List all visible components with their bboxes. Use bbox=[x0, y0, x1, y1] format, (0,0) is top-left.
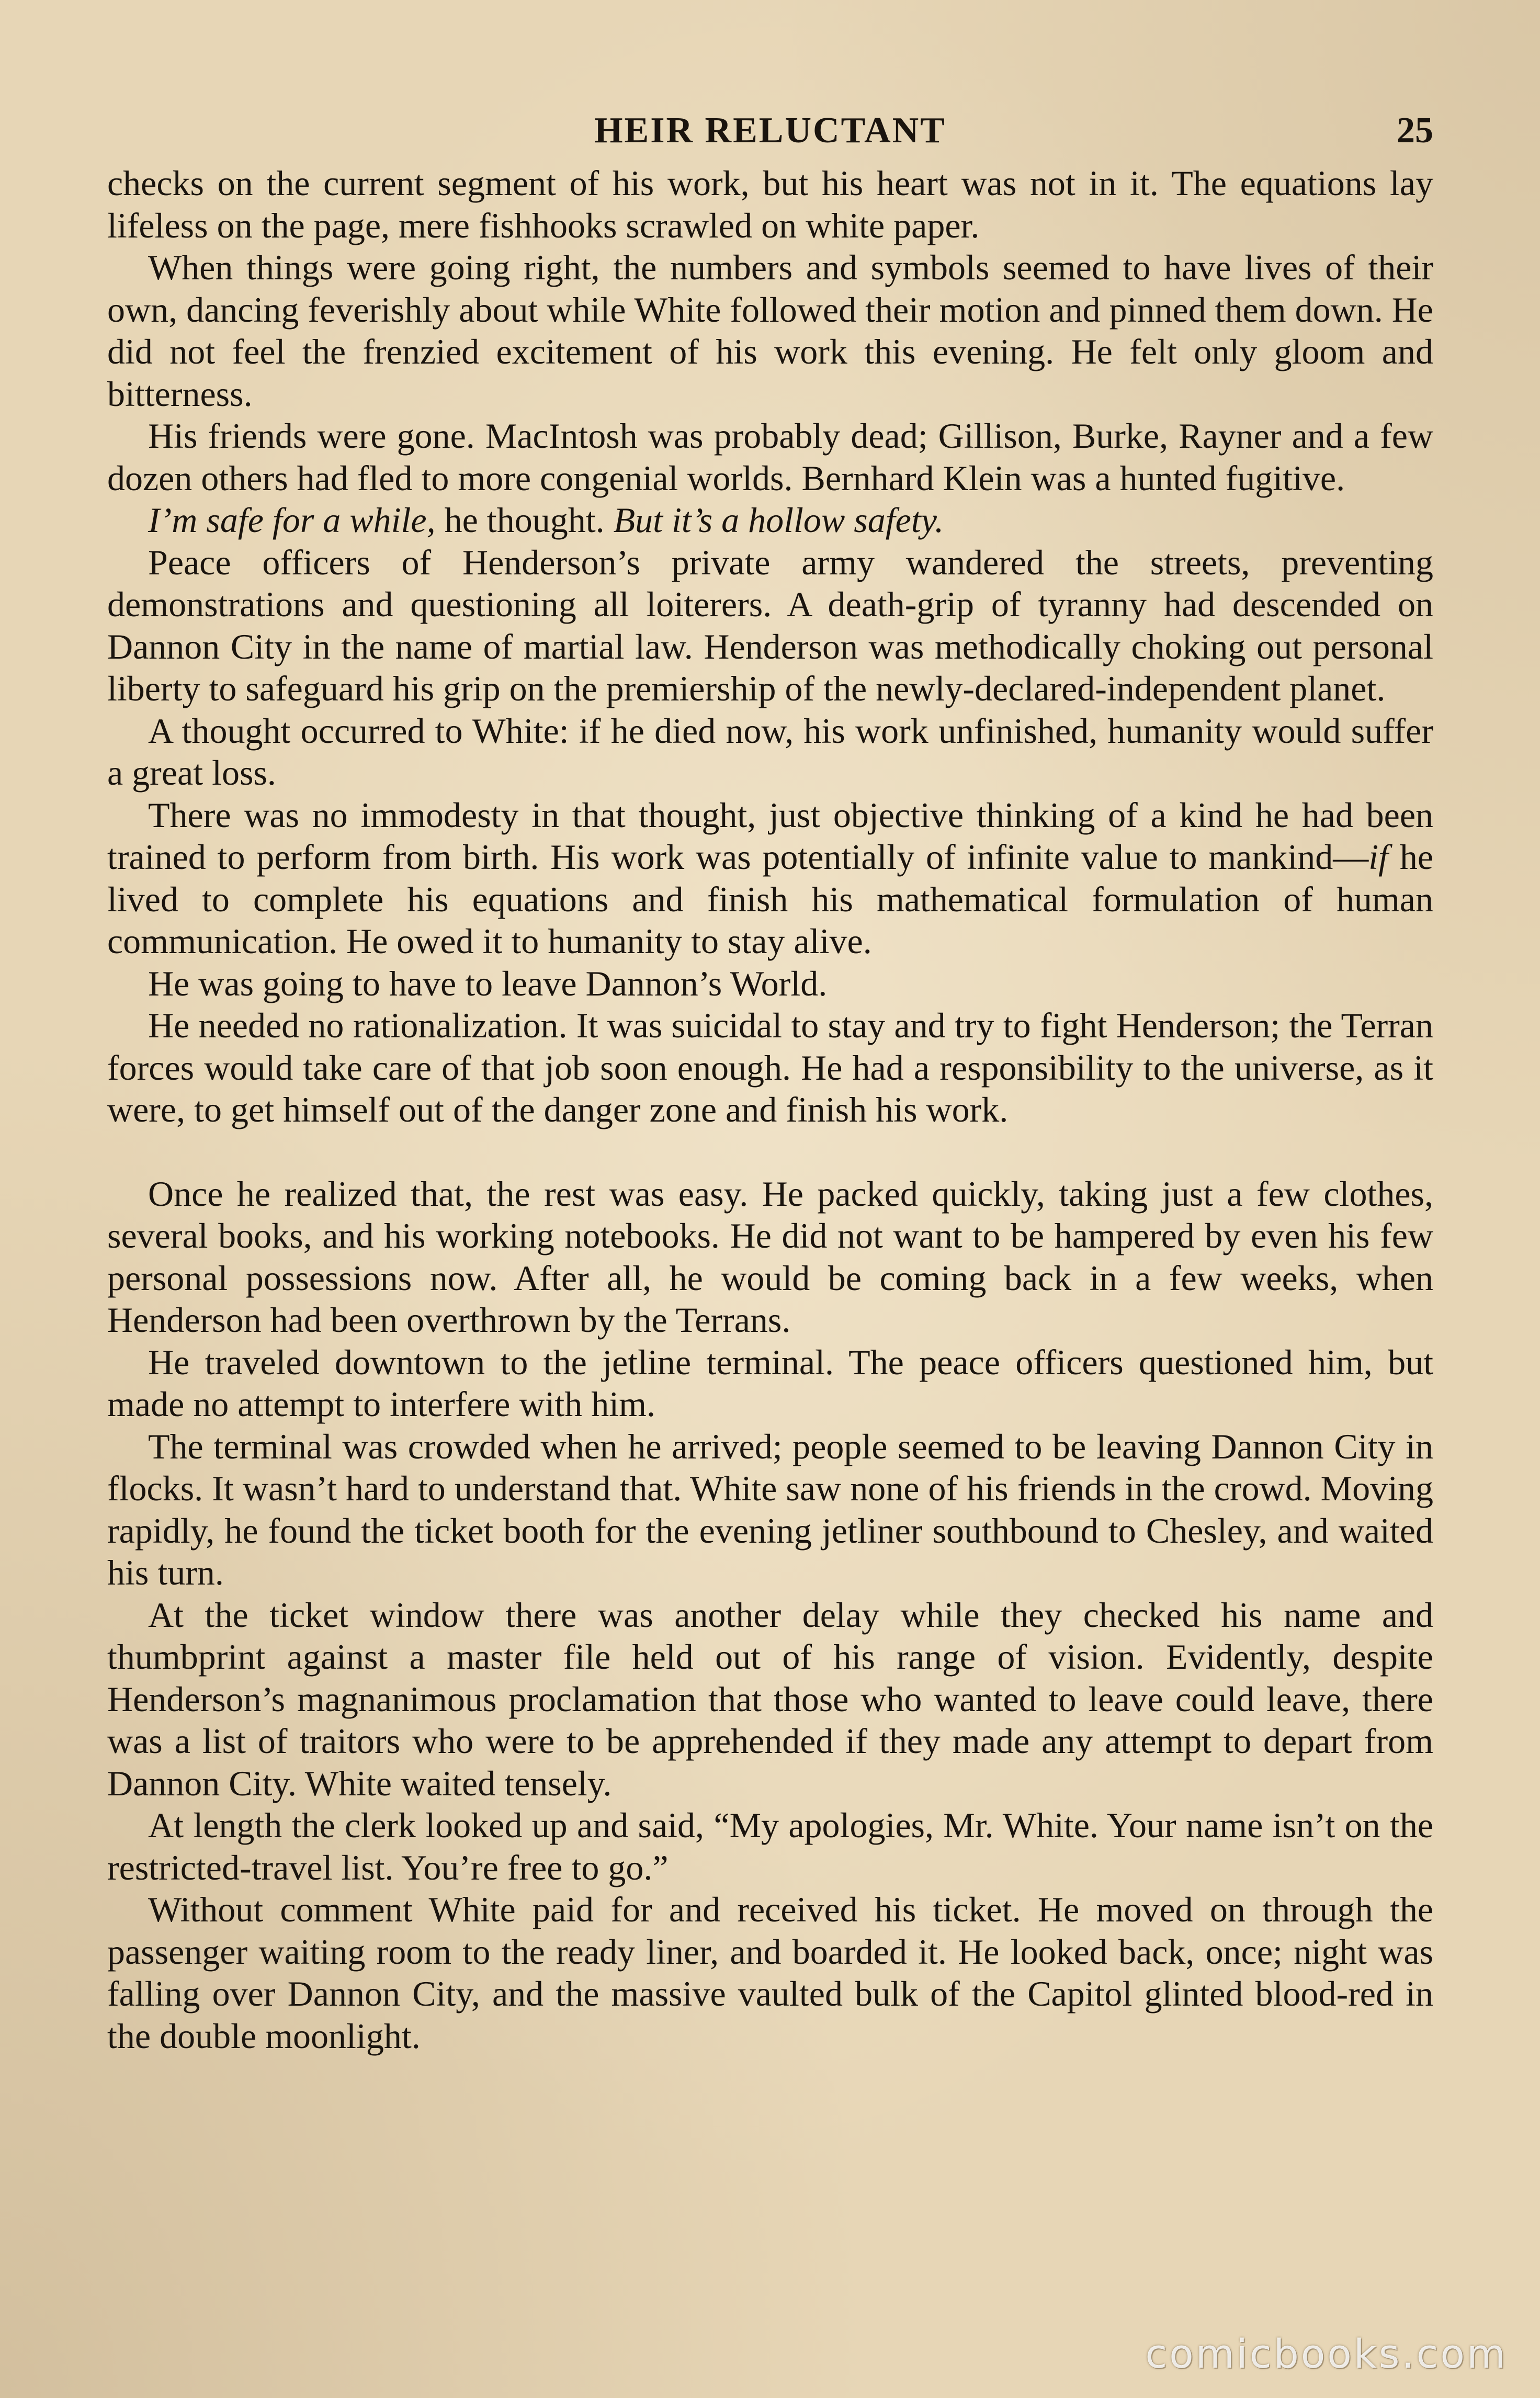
paragraph-text: There was no immodesty in that thought, just objective thinking of a kind he had been trained to perform from birth. His work was potentially of infinite value to mankind— bbox=[107, 795, 1433, 877]
paragraph: He needed no rationalization. It was suicidal to stay and try to fight Henderson; the Terran forces would take care of that job soon enough. He had a responsibility to the universe, as it were, to get himself out of the danger zone and finish his work. bbox=[107, 1005, 1433, 1129]
running-head bbox=[107, 105, 1433, 162]
paragraph: At length the clerk looked up and said, “My apologies, Mr. White. Your name isn’t on the restricted-travel list. You’re free to go.” bbox=[107, 1805, 1433, 1887]
paragraph bbox=[107, 499, 1433, 541]
italic-thought: I’m safe for a while, bbox=[148, 500, 436, 540]
book-page bbox=[107, 105, 1433, 2333]
paragraph: checks on the current segment of his work, but his heart was not in it. The equations lay lifeless on the page, mere fishhooks scrawled on white paper. bbox=[107, 163, 1433, 245]
paragraph: Without comment White paid for and received his ticket. He moved on through the passenger waiting room to the ready liner, and boarded it. He looked back, once; night was falling over Dannon City, and the massive vaulted bulk of the Capitol glinted blood-red in the double moonlight. bbox=[107, 1890, 1433, 2056]
paragraph: A thought occurred to White: if he died now, his work unfinished, humanity would suffer a great loss. bbox=[107, 710, 1433, 793]
paragraph-text: he lived to complete his equations and finish his mathematical formulation of human communication. He owed it to humanity to stay alive. bbox=[107, 837, 1433, 961]
paragraph bbox=[107, 794, 1433, 963]
page-number: 25 bbox=[1397, 110, 1433, 151]
watermark: comicbooks.com bbox=[1145, 2331, 1508, 2377]
paragraph: He was going to have to leave Dannon’s World. bbox=[148, 963, 828, 1003]
chapter-title: HEIR RELUCTANT bbox=[594, 110, 946, 151]
italic-thought: But it’s a hollow safety. bbox=[613, 500, 944, 540]
body-text bbox=[107, 162, 1433, 2057]
paragraph: Once he realized that, the rest was easy. He packed quickly, taking just a few clothes, several books, and his working notebooks. He did not want to be hampered by even his few personal possessions now. After all, he would be coming back in a few weeks, when Henderson had been overthrown by the Terrans. bbox=[107, 1173, 1433, 1340]
paragraph: At the ticket window there was another delay while they checked his name and thumbprint against a master file held out of his range of vision. Evidently, despite Henderson’s magnanimous proclamation that those who wanted to leave could leave, there was a list of traitors who were to be apprehended if they made any attempt to depart from Dannon City. White waited tensely. bbox=[107, 1594, 1433, 1803]
paragraph: His friends were gone. MacIntosh was probably dead; Gillison, Burke, Rayner and a few dozen others had fled to more congenial worlds. Bernhard Klein was a hunted fugitive. bbox=[107, 416, 1433, 498]
paragraph: Peace officers of Henderson’s private army wandered the streets, preventing demonstrations and questioning all loiterers. A death-grip of tyranny had descended on Dannon City in the name of martial law. Henderson was methodically choking out personal liberty to safeguard his grip on the premiership of the newly-declared-independent planet. bbox=[107, 542, 1433, 708]
italic-word: if bbox=[1368, 837, 1389, 877]
paragraph: He traveled downtown to the jetline terminal. The peace officers questioned him, but made no attempt to interfere with him. bbox=[107, 1342, 1433, 1424]
paragraph-text: he thought. bbox=[435, 500, 614, 540]
paragraph: The terminal was crowded when he arrived; people seemed to be leaving Dannon City in flocks. It wasn’t hard to understand that. White saw none of his friends in the crowd. Moving rapidly, he found the ticket booth for the evening jetliner southbound to Chesley, and waited his turn. bbox=[107, 1426, 1433, 1592]
paragraph: When things were going right, the numbers and symbols seemed to have lives of their own, dancing feverishly about while White followed their motion and pinned them down. He did not feel the frenzied excitement of his work this evening. He felt only gloom and bitterness. bbox=[107, 247, 1433, 414]
